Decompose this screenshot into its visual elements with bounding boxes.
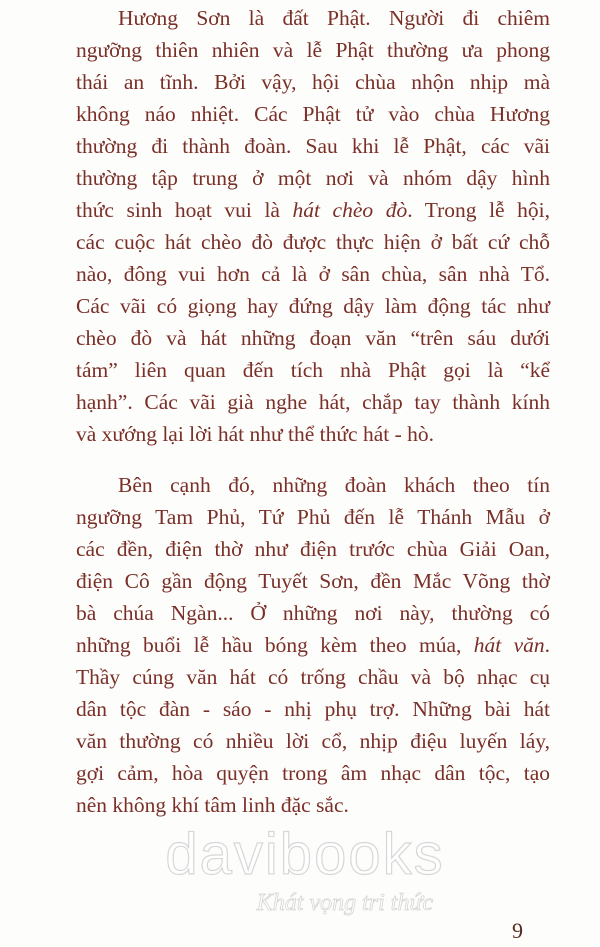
text-segment: . — [544, 633, 550, 657]
text-line — [76, 194, 550, 226]
text-line: văn thường có nhiều lời cổ, nhịp điệu luyến láy, — [76, 729, 550, 753]
text-line: thái an tĩnh. Bởi vậy, hội chùa nhộn nhịp mà — [76, 70, 550, 94]
text-line: thường tập trung ở một nơi và nhóm dậy hình — [76, 166, 550, 190]
text-segment: . Trong lễ hội, — [407, 198, 551, 222]
text-line: ngưỡng Tam Phủ, Tứ Phủ đến lễ Thánh Mẫu ở — [76, 505, 550, 529]
italic-term: hát văn — [473, 633, 545, 657]
watermark-brand: davibooks — [165, 822, 445, 887]
text-line: chèo đò và hát những đoạn văn “trên sáu dưới — [76, 326, 550, 350]
text-line: các cuộc hát chèo đò được thực hiện ở bất cứ chỗ — [76, 230, 550, 254]
text-line: nên không khí tâm linh đặc sắc. — [76, 793, 349, 817]
text-line: nào, đông vui hơn cả là ở sân chùa, sân nhà Tổ. — [76, 262, 550, 286]
page-number: 9 — [512, 918, 523, 943]
text-line: ngưỡng thiên nhiên và lễ Phật thường ưa phong — [76, 38, 550, 62]
text-segment: những buổi lễ hầu bóng kèm theo múa, — [76, 633, 474, 657]
text-line: điện Cô gần động Tuyết Sơn, đền Mắc Võng thờ — [76, 569, 550, 593]
text-line: bà chúa Ngàn... Ở những nơi này, thường có — [76, 601, 550, 625]
watermark-tagline: Khát vọng tri thức — [256, 890, 434, 916]
text-line: Các vãi có giọng hay đứng dậy làm động tác như — [76, 294, 550, 318]
text-line: và xướng lại lời hát như thể thức hát - hò. — [76, 422, 435, 446]
text-line: dân tộc đàn - sáo - nhị phụ trợ. Những bài hát — [76, 697, 550, 721]
italic-term: hát chèo đò — [292, 198, 408, 222]
text-line: không náo nhiệt. Các Phật tử vào chùa Hương — [76, 102, 550, 126]
text-line: hạnh”. Các vãi già nghe hát, chắp tay thành kính — [76, 390, 550, 414]
text-line: Bên cạnh đó, những đoàn khách theo tín — [118, 473, 550, 497]
text-line: tám” liên quan đến tích nhà Phật gọi là “kể — [76, 358, 550, 382]
text-line: thường đi thành đoàn. Sau khi lễ Phật, các vãi — [76, 134, 550, 158]
text-segment: thức sinh hoạt vui là — [76, 198, 293, 222]
text-line: các đền, điện thờ như điện trước chùa Giải Oan, — [76, 537, 550, 561]
text-line: Hương Sơn là đất Phật. Người đi chiêm — [118, 6, 550, 30]
text-line: Thầy cúng văn hát có trống chầu và bộ nhạc cụ — [76, 665, 550, 689]
text-line — [76, 629, 550, 661]
text-line: gợi cảm, hòa quyện trong âm nhạc dân tộc, tạo — [76, 761, 550, 785]
